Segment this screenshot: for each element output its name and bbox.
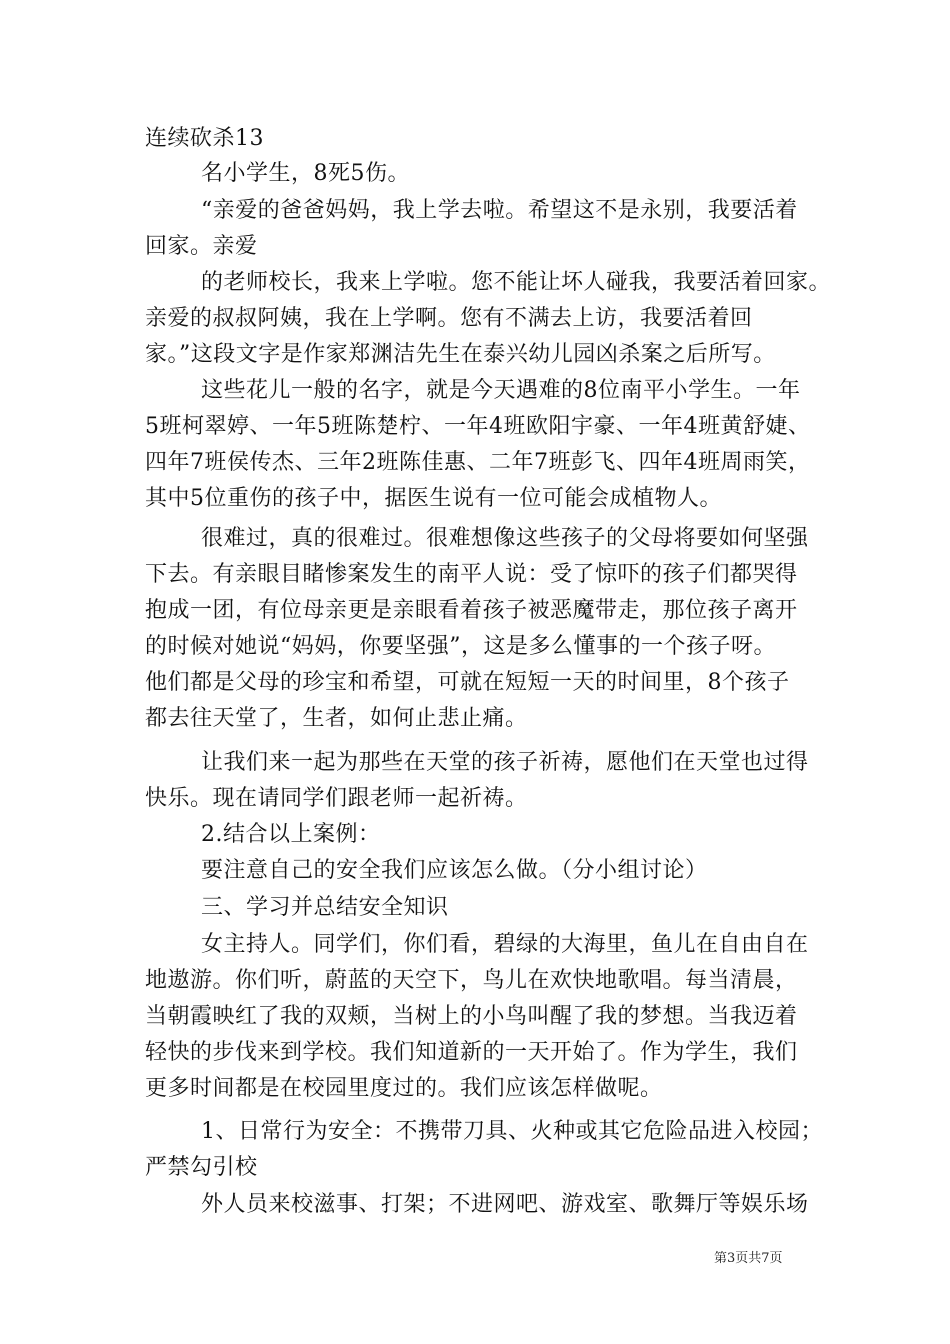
text-line: 让我们来一起为那些在天堂的孩子祈祷，愿他们在天堂也过得 — [201, 750, 809, 775]
text-line: 快乐。现在请同学们跟老师一起祈祷。 — [145, 786, 528, 811]
text-line: 这些花儿一般的名字，就是今天遇难的8位南平小学生。一年 — [201, 378, 801, 403]
text-line: 更多时间都是在校园里度过的。我们应该怎样做呢。 — [145, 1076, 663, 1101]
text-line: 很难过，真的很难过。很难想像这些孩子的父母将要如何坚强 — [201, 526, 809, 551]
text-line: 都去往天堂了，生者，如何止悲止痛。 — [145, 706, 528, 731]
text-line: 其中5位重伤的孩子中，据医生说有一位可能会成植物人。 — [145, 486, 722, 511]
text-line: 下去。有亲眼目睹惨案发生的南平人说：受了惊吓的孩子们都哭得 — [145, 562, 798, 587]
text-line: 连续砍杀13 — [145, 126, 264, 151]
text-line: 轻快的步伐来到学校。我们知道新的一天开始了。作为学生，我们 — [145, 1040, 798, 1065]
text-line: 四年7班侯传杰、三年2班陈佳惠、二年7班彭飞、四年4班周雨笑， — [145, 450, 811, 475]
text-line: 的时候对她说“妈妈，你要坚强”，这是多么懂事的一个孩子呀。 — [145, 634, 776, 659]
text-line: “亲爱的爸爸妈妈，我上学去啦。希望这不是永别，我要活着 — [201, 198, 798, 223]
page-number: 第3页共7页 — [714, 1251, 783, 1266]
text-line: 回家。亲爱 — [145, 234, 258, 259]
text-line: 2.结合以上案例： — [201, 822, 381, 847]
text-line: 亲爱的叔叔阿姨，我在上学啊。您有不满去上访，我要活着回 — [145, 306, 753, 331]
text-line: 5班柯翠婷、一年5班陈楚柠、一年4班欧阳宇豪、一年4班黄舒婕、 — [145, 414, 811, 439]
text-line: 女主持人。同学们，你们看，碧绿的大海里，鱼儿在自由自在 — [201, 932, 809, 957]
text-line: 外人员来校滋事、打架；不进网吧、游戏室、歌舞厅等娱乐场 — [201, 1192, 809, 1217]
text-line: 1、日常行为安全：不携带刀具、火种或其它危险品进入校园； — [201, 1119, 823, 1144]
text-line: 当朝霞映红了我的双颊，当树上的小鸟叫醒了我的梦想。当我迈着 — [145, 1004, 798, 1029]
text-line: 的老师校长，我来上学啦。您不能让坏人碰我，我要活着回家。 — [201, 270, 832, 295]
text-line: 名小学生，8死5伤。 — [201, 161, 410, 186]
text-line: 他们都是父母的珍宝和希望，可就在短短一天的时间里，8个孩子 — [145, 670, 790, 695]
text-line: 三、学习并总结安全知识 — [201, 895, 449, 920]
text-line: 地遨游。你们听，蔚蓝的天空下，鸟儿在欢快地歌唱。每当清晨， — [145, 968, 798, 993]
text-line: 要注意自己的安全我们应该怎么做。（分小组讨论） — [201, 858, 708, 883]
text-line: 抱成一团，有位母亲更是亲眼看着孩子被恶魔带走，那位孩子离开 — [145, 598, 798, 623]
text-line: 家。”这段文字是作家郑渊洁先生在泰兴幼儿园凶杀案之后所写。 — [145, 342, 776, 367]
text-line: 严禁勾引校 — [145, 1155, 258, 1180]
